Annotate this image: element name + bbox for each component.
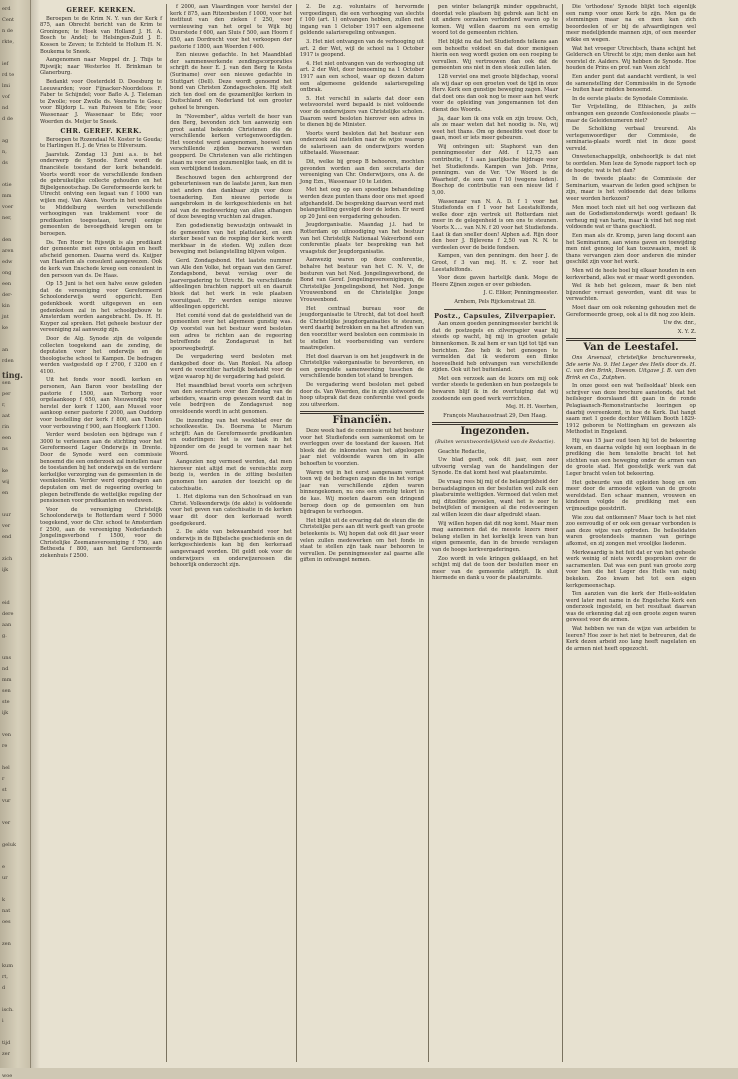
section-rule: [300, 411, 424, 414]
signature-initials: X. Y. Z.: [677, 328, 696, 335]
margin-fragment: g.: [2, 633, 7, 639]
column-divider: [428, 4, 429, 1062]
margin-fragment: wij: [2, 479, 10, 485]
heading-ingezonden: Ingezonden.: [460, 426, 530, 438]
paragraph: Beroepen te de Krim N. Y. van der Kerk f 875, aan Obrecht bericht van de Krim te Groningen; te Hoek van Holland J. H. A. Bosch te Andel; te Helsingen-Zuid J. E. Kossen te Zeven; te Echteld te Hollum H. N. Boukema te Sneek.: [40, 15, 162, 55]
paragraph: Wij ontvingen uit: Staphorst van den penningmeester der Afd. f 12,75 aan contributie, f 1 aan jaarlijksche bijdrage voor het Studiefonds. Kampen van Job. Prins, penningm. van de Ver. 'Uw Woord is de Waarheid', de som van f 10 (wegens leden). Boschop de contributie van een nieuw lid f 5,00.: [432, 143, 558, 197]
margin-fragment: hel: [2, 765, 10, 771]
paragraph: Ten aanzien van die kerk der Heils-soldaten werd later met name in de Engelsche Kerk een onderzoek ingesteld, en het resultaat daarvan was de erkenning dat zij een groote zegen waren geweest voor de armen.: [566, 591, 696, 624]
paragraph: Wie zou dat ontkennen? Maar toch is het niet zoo eenvoudig of er ook een gevaar verbonden is aan deze wijze van optreden. De heilsoldaten waren grootendeels mannen van geringe afkomst, en zij zongen met vroolijke liederen.: [566, 514, 696, 547]
margin-fragment: vur: [2, 798, 11, 804]
salutation: Geachte Redactie,: [438, 448, 487, 455]
paragraph: Voorts werd besloten dat het bestuur een onderzoek zal instellen naar de wijze waarop de salarissen aan de onderwijzers worden uitbetaald. Wassenaar.: [300, 130, 424, 157]
paragraph: Aangenomen naar Meppel dr. J. Thijs te Rijswijk; naar Westerlee H. Brinkman te Glanerburg.: [40, 57, 162, 77]
paragraph: Aan onzen goeden penningmeester bericht ik dat de postzegels en zilverpapier waar hij steeds op wacht, bij mij in grooten getale binnenkomen. Ik zal hem er van tijd tot tijd van berichten. Zoo heb ik het genoegen te vermelden dat ik wederom een flinke hoeveelheid heb ontvangen van verschillende zijden. Ook uit het buitenland.: [432, 321, 558, 374]
margin-fragment: r: [2, 776, 5, 782]
margin-heading-fragment: ting.: [2, 370, 23, 380]
margin-fragment: i: [2, 1018, 4, 1024]
margin-fragment: end: [2, 534, 12, 540]
paragraph: 128 verviel ons met groote blijdschap, vooral als wij daar op een groeten voet de tijd in onze Herv. Kerk een gunstige beweging zagen. Maar dat doet ons dan ook nog te meer aan het werk voor de opleiding van jongemannen tot den dienst des Woords.: [432, 73, 558, 113]
paragraph: Zoo wordt in vele kringen geklaagd, en het schijnt mij dat de toon der besluiten meer en meer van de gemeente afdrijft. Ik sluit hiermede en dank u voor de plaatsruimte.: [432, 555, 558, 582]
margin-fragment: ver: [2, 523, 11, 529]
margin-fragment: rd te: [2, 72, 15, 78]
paragraph: In "November", aldus vertelt de heer van den Berg, bevonden zich ten aanwezig een groot aantal bekende Christenen die de verschillende kerken vertegenwoordigden. Het voorstel werd aangenomen, hoewel van verschillende zijden bezwaren werden geopperd. De Christenen van alle richtingen staan nu voor een gezamenlijke taak, en dit is een verblijdend teeken.: [170, 113, 292, 173]
margin-fragment: aat: [2, 413, 10, 419]
paragraph: Moet daar om ook rekening gehouden met de Gereformeerde groep, ook al is dit nog zoo klein.: [566, 304, 696, 318]
margin-fragment: otie: [2, 182, 12, 188]
paragraph: Dit, welke bij groep B behooren, mochten gevonden worden aan den secretaris der vereeniging van Chr. Onderwijzers, ons A. de Jong Ezn., Wassenaar 10 te Leiden.: [300, 159, 424, 185]
paragraph: Aangezien nog vermoed werden, dat men hierover niet altijd met de vereischte zorg bezig is, werden in de zitting besluiten genomen ten aanzien der toezicht op de catechisatie.: [170, 459, 292, 492]
paragraph: Het blijkt nu dat het Studiefonds telkens aan een behoefte voldoet en dat door menigeen hierin een weg wordt gezien om een roeping te vervullen. Wij vertrouwen dan ook dat de gemeenten ons niet in den steek zullen laten.: [432, 38, 558, 72]
paragraph: De vergadering werd besloten met gebed door ds. Van Woerden, die in zijn slotwoord de hoop uitsprak dat deze conferentie veel goeds zou uitwerken.: [300, 382, 424, 408]
margin-fragment: eid: [2, 600, 10, 606]
paragraph: De vraag rees bij mij of de belangrijkheid der beraadslagingen en der besluiten wel zulk een plaatsruimte wettigden. Vermoed dat velen met mij ditzelfde gevoelen, want het is zeer te betwijfelen of menigeen al die redevoeringen zal willen lezen die daar afgedrukt staan.: [432, 479, 558, 518]
paragraph: Ds. Ten Hoor te Rijswijk is als predikant der gemeente met eere ontslagen en heeft afscheid genomen. Daarna werd ds. Kuijper van Haarlem als consulent aangewezen. Ook de kerk van Enschede kreeg een consulent in den persoon van ds. De Haas.: [40, 239, 162, 279]
margin-fragment: vof: [2, 94, 10, 100]
margin-fragment: re: [2, 743, 8, 749]
margin-fragment: isch.: [2, 1007, 14, 1013]
margin-fragment: den: [2, 237, 12, 243]
margin-fragment: ief: [2, 61, 9, 67]
paragraph: De Scholiking verbaal treurend. Als vertegenwoordiger der Commissie, de seminaria-plaats wordt niet in deze geest vervuld.: [566, 126, 696, 152]
margin-fragment: an: [2, 347, 9, 353]
margin-fragment: e: [2, 864, 5, 870]
treasurer-address: Arnhem, Pels Rijckenstraat 28.: [454, 298, 536, 305]
margin-fragment: mm: [2, 677, 12, 683]
paragraph: Wel ik heb het gelezen, maar ik ben niet bijzonder verrast geworden, want dit was te verwachten.: [566, 283, 696, 303]
column-divider: [562, 4, 563, 1062]
margin-fragment: rden: [2, 358, 14, 364]
paragraph: Jeugdorganisatie. Maandag j.l. had te Rotterdam op uitnoodiging van het bestuur van het Christelijk Nationaal Vakverbond een conferentie plaats ter bespreking van het vraagstuk der Jeugdorganisatie.: [300, 222, 424, 255]
paragraph: Uw blad geeft, ook dit jaar, een zeer uitvoerig verslag van de handelingen der Synode. En dat komt heel wat plaatsruimte.: [432, 457, 558, 477]
column-1: [40, 4, 162, 1060]
section-rule: [432, 422, 558, 425]
paragraph: Een godsdienstig bewustzijn ontwaakt in de gemeenten van het platteland, en een sterker besef van de roeping der kerk wordt merkbaar in de steden. Wij zullen deze beweging met belangstelling blijven volgen.: [170, 223, 292, 256]
margin-fragment: ste: [2, 699, 10, 705]
margin-fragment: en: [2, 490, 9, 496]
paragraph: Waren wij in het eerst aangenaam verrast toen wij de bedragen zagen die in het vorige jaar van verschillende zijden waren binnengekomen, nu ons een ernstig tekort in de kas. Wij moeten daarom een dringend beroep doen op de gemeenten om hun bijdragen te verhoogen.: [300, 469, 424, 516]
paragraph: In onze geest een wat 'heilsoldaat' bleek een schrijver van deze brochure aanstonds, dat het heilsleger doorslaand dit gaan in de ronde Pelagiaansch-Remonstrantsche leeringen op daarbij overeenkomt, in hoe de Kerk. Dat hangt saam met 1 goede dochter William Booth 1829-1912 geboren te Nottingham en gewezen als Methodist in Engeland.: [566, 383, 696, 436]
margin-fragment: d: [2, 985, 6, 991]
margin-fragment: kin: [2, 303, 10, 309]
paragraph: Ja, daar ken ik ons volk en zijn trouw. Och, als ze maar weten dat het noodig is. Nu, wij weet het thans. Om op deneelfde voet door te gaan, moet er iets meer gebeuren.: [432, 115, 558, 142]
margin-fragment: der-: [2, 292, 13, 298]
paragraph: Door de Alg. Synode zijn de volgende collecten toegekend aan de zending, de deputaten voor het onderwijs en de theologische school te Kampen. De bedragen werden vastgesteld op f 2700, f 3200 en f 4100.: [40, 335, 162, 375]
margin-fragment: voer: [2, 204, 14, 210]
paragraph: Op 15 Juni is het een halve eeuw geleden dat de vereeniging voor Gereformeerd Schoolonderwijs werd opgericht. Een gedenkboek wordt uitgegeven en een gedenksteen zal in het schoolgebouw te Amsterdam worden aangebracht. Ds. H. H. Kuyper zal spreken. Het geheele bestuur der vereeniging zal aanwezig zijn.: [40, 281, 162, 334]
paragraph: 5. Het verschil in salaris dat door een wetsvoorstel werd bepaald is niet voldoende voor de onderwijzers van Christelijke scholen. Daarom werd besloten hierover een adres in te dienen bij de Minister.: [300, 95, 424, 129]
paragraph: Een nieuwe gedachte. In het Maandblad der sammenwerkende zendingscorporaties schrijft de heer E. J. van den Berg te Kesta (Suriname) over een nieuwe gedachte in Stuttgart (Dell). Deze wordt genoemd het bond van Christen Zondagsscholen. Hij stelt zich ten doel om de gezamenlijke kerken in Duitschland en Nederland tot een grooter geheel te brengen.: [170, 52, 292, 111]
paragraph: 1. Het diploma van den Schoolraad en van Christ. Volksonderwijs (de akte) is voldoende voor het geven van catechisatie in de kerken waar dit door den kerkeraad wordt goedgekeurd.: [170, 494, 292, 527]
signature-closing: Uw dw. dnr.,: [663, 320, 696, 327]
section-rule: [444, 309, 546, 310]
paragraph: Het blijkt uit de ervaring dat de steun die de Christelijke pers aan dit werk geeft van groote beteekenis is. Wij hopen dat ook dit jaar weer velen zullen medewerken om het fonds in staat te stellen zijn taak naar behooren te vervullen. De penningmeester zal gaarne alle giften in ontvangst nemen.: [300, 517, 424, 564]
margin-fragment: ur: [2, 875, 8, 881]
paragraph: Een man als dr. Kromp, jaren lang docent aan het Seminarium, aan wiens gaven en toewijding men niet genoeg lof kan toezwaaien, moet ik thans vervangen zien door anderen die minder geschikt zijn voor het werk.: [566, 233, 696, 266]
margin-fragment: lmi: [2, 83, 10, 89]
margin-fragment: nat: [2, 908, 11, 914]
margin-fragment: jnt: [2, 314, 9, 320]
margin-fragment: per: [2, 391, 11, 397]
paragraph: Hij was 15 jaar oud toen hij tot de bekeering kwam, en daarna volgde hij een loopbaan in de prediking die hem tenslotte bracht tot het stichten van een beweging onder de armen van de groote stad. Het geestelijk werk van dat Leger bracht velen tot bekeering.: [566, 438, 696, 477]
margin-fragment: r,: [2, 402, 6, 408]
column-4: [432, 4, 558, 1060]
column-divider: [296, 4, 297, 1062]
paragraph: Men moet toch niet uit het oog verliezen dat aan de Godsdienstonderwijs wordt gedaan! Ik verheug mij van harte, maar ik vind het nog niet voldoende wat er thans geschiedt.: [566, 204, 696, 231]
margin-fragment: een: [2, 281, 12, 287]
paragraph: Ter Vrijstelling, de Ethischen, ja zelfs ontvangen een gezonde Confessioneele plaats — maar de Geleidenumeren niet?: [566, 104, 696, 124]
column-5: [566, 4, 696, 1060]
margin-fragment: nd: [2, 666, 9, 672]
previous-page-margin: [0, 0, 31, 1079]
paragraph: Het comité vond dat de gesteldheid van de gemeenten over het algemeen gunstig was. Op voorstel van het bestuur werd besloten een adres te richten aan de regeering betreffende de Zondagsrust in het spoorwegbedrijf.: [170, 312, 292, 352]
margin-fragment: erd: [2, 6, 11, 12]
paragraph: In de tweede plaats: de Commissie der Seminarium, waarvan de leden goed schijnen te zijn, maar is het voldoende dat deze telkens weer worden herkozen?: [566, 176, 696, 203]
margin-fragment: d de: [2, 116, 13, 122]
heading-geref-kerken: GEREF. KERKEN.: [66, 6, 136, 14]
margin-fragment: dere: [2, 611, 14, 617]
margin-fragment: ver: [2, 820, 11, 826]
margin-fragment: een: [2, 435, 12, 441]
paragraph: Wat het vroeger Utrechtsch, thans schijnt het Geldersch en Utrecht te zijn; men denke aan het voorstel dr. Aalders. Wij hebben de Synode. Hoe houden de Prins en prof. van Veen zich!: [566, 45, 696, 72]
margin-fragment: ke: [2, 325, 8, 331]
signature-treasurer: J. C. Eliker, Penningmeester.: [483, 290, 558, 297]
heading-chr-geref-kerk: CHR. GEREF. KERK.: [60, 127, 142, 136]
signature-address: François Mauhausstraat 29, Den Haag.: [443, 412, 547, 419]
margin-fragment: rkte,: [2, 39, 14, 45]
paragraph: Beschouwd tegen den achtergrond der gebeurtenissen van de laatste jaren, kan men niet anders dan dankbaar zijn voor deze toenadering. Een nieuwe periode is aangebroken in de kerkgeschiedenis en het zal van de medewerking van allen afhangen of deze beweging vruchten zal dragen.: [170, 174, 292, 221]
margin-fragment: zich: [2, 556, 13, 562]
margin-fragment: uns: [2, 655, 12, 661]
margin-fragment: ven: [2, 732, 12, 738]
heading-financien: Financiën.: [332, 415, 392, 427]
margin-fragment: woe: [2, 1073, 13, 1079]
paragraph: Onwetenschappelijk, onbehoorlijk is dat niet te oordelen. Men leze de Synode rapport toch op de hoogte; wat is het dan?: [566, 154, 696, 174]
column-divider: [166, 4, 167, 1062]
paragraph: Een ander punt dat aandacht verdient, is wel de samenstelling der Commissiën in de Synode — buiten haar midden benoemd.: [566, 73, 696, 94]
paragraph: Beroepen te Rozendaal M. Koster te Gouda; te Harlingen H. J. de Vries te Hilversum.: [40, 136, 162, 150]
margin-fragment: sen: [2, 688, 11, 694]
paragraph: Jaarstuk. Zondag 13 Juni a.s. is het onderwerp de Synode. Eerst wordt de financiëele toestand der kerk behandeld. Voorts wordt voor de verschillende fondsen de gebruikelijke collecte gehouden en het Bijbelgenootschap. De Gereformeerde kerk te Utrecht ontving een legaat van f 1000 van wijlen mej. Van Aken. Voorts in het weeshuis te Middelburg werden verschillende verhoogingen van traktement voor de predikanten toegestaan, terwijl eenige gemeenten de bevoegdheid kregen om te beroepen.: [40, 151, 162, 237]
paragraph: De inzending van het weekblad over de schoolkwestie. Ds. Boersma te Marum schrijft: Aan de Gereformeerde predikanten en ouderlingen: het is uw taak in het bijzonder om de jeugd te vormen naar het Woord.: [170, 417, 292, 457]
paragraph: 3. Het niet ontvangen van de verhooging uit art. 2 der Wet, wijl de school na 1 October 1917 is geopend.: [300, 38, 424, 59]
margin-fragment: mm: [2, 193, 12, 199]
subheading-disclaimer: (Buiten verantwoordelijkheid van de Redactie).: [435, 439, 555, 446]
paragraph: 4. Het niet ontvangen van de verhooging uit art. 2 der Wet, door benoeming na 1 October 1917 aan een school, waar op dezen datum een algemeene geldende salarisregeling ontbrak.: [300, 60, 424, 94]
signature: Mej. H. H. Veerhen,: [505, 404, 558, 411]
paragraph: Wat hebben we van de wijze van arbeiden te leeren? Hoe zeer is het niet te betreuren, dat de Kerk dezen arbeid zoo lang heeft nagelaten en de armen niet heeft opgezocht.: [566, 626, 696, 652]
paragraph: Men wil de heele boel bij elkaar houden in een kerkverband, alles wat er maar wordt gevonden.: [566, 267, 696, 281]
column-3: [300, 4, 424, 1060]
column-2: [170, 4, 292, 1060]
heading-postzegels: Postz., Capsules, Zilverpapier.: [434, 311, 556, 320]
margin-fragment: geluk: [2, 842, 17, 848]
paragraph: Merkwaardig is het feit dat er van het geheele werk weinig of niets wordt gesproken over de sacramenten. Dat was een punt van groote zorg voor hen die het Leger des Heils van nabij bekeken. Zoo kwam het tot een eigen kerkgemeenschap.: [566, 549, 696, 589]
paragraph: Het doel daarvan is om het jeugdwerk in de Christelijke vakorganisatie te bevorderen, en een geregelde samenwerking tusschen de verschillende bonden tot stand te brengen.: [300, 353, 424, 380]
paragraph: 2. De z.g. voluntairs of hervormde vergoedingen, die een verhooging van slechts f 100 (art. 1) ontvangen hebben, zullen met ingang van 1 October 1917 een algemeene geldende salarisregeling ontvangen.: [300, 4, 424, 37]
paragraph: 2. De akte van bekwaamheid voor het onderwijs in de Bijbelsche geschiedenis en de kerkgeschiedenis kan bij den kerkeraad aangevraagd worden. Dit geldt ook voor de onderwijzers en onderwijzeressen die behoorlijk onderzocht zijn.: [170, 529, 292, 569]
paragraph: De vergadering werd besloten met dankgebed door ds. Van Ronkel. Na afloop werd de voorzitter hartelijk bedankt voor de wijze waarop hij de vergadering had geleid.: [170, 354, 292, 381]
margin-fragment: ner,: [2, 215, 12, 221]
paragraph: Voor de vereeniging Christelijk Schoolonderwijs te Rotterdam werd f 5000 toegekend, voor de Chr. school te Amsterdam f 2500, aan de vereeniging Nederlandsch Jongelingsverbond f 1500, voor de Christelijke Zeemansvereeniging f 750, aan Bethesda f 800, aan het Gereformeerde ziekenhuis f 2500.: [40, 506, 162, 559]
paragraph: Uit het fonds voor noodl. kerken en personen, Aan Baron voor bestelling der pastorie f 1500, aan Terborg voor orgelaankoop f 650, aan Nieuwendijk voor herstel der kerk f 1200, aan Mussel voor aankoop eener pastorie f 2000, aan Ouddorp voor bestelling der kerk f 800, aan Tholen voor verbouwing f 900, aan Hoogkerk f 1300.: [40, 377, 162, 430]
margin-fragment: st: [2, 787, 7, 793]
margin-fragment: edw: [2, 259, 13, 265]
margin-fragment: nd: [2, 105, 9, 111]
paragraph: Met het oog op een spoedige behandeling werden deze punten thans door ons met spoed afgehandeld. De bespreking daarvan werd met belangstelling gevolgd door de leden. Er werd op 20 Juni een vergadering gehouden.: [300, 187, 424, 220]
margin-fragment: ke: [2, 468, 8, 474]
margin-fragment: aren: [2, 248, 14, 254]
margin-fragment: n de: [2, 28, 13, 34]
margin-fragment: ds: [2, 160, 8, 166]
paragraph: Gerd. Zondagsbond. Het laatste nummer van Alle den Volke, het orgaan van den Geref. Zondagsbond, bevat verslag over de jaarvergadering te Utrecht. De verschillende afdeelingen brachten rapport uit en daaruit bleek dat het werk in vele plaatsen vooruitgaat. Er werden eenige nieuwe afdeelingen opgericht.: [170, 257, 292, 311]
margin-fragment: tijd: [2, 1040, 11, 1046]
margin-fragment: Cent: [2, 17, 15, 23]
paragraph: pen winter belangrijk minder opgebracht, doordat vele plaatsen bij gebrek aan licht en uit andere oorzaken verhinderd waren op te komen. Wij willen daarom nu een ernstig woord tot de gemeenten richten.: [432, 4, 558, 37]
margin-fragment: zen: [2, 941, 11, 947]
margin-fragment: n,: [2, 149, 7, 155]
paragraph: Verder werd besloten een bijdrage van f 3000 te verleenen aan de stichting voor het Gereformeerd Lager Onderwijs in Drente. Door de Synode werd een commissie benoemd die een onderzoek zal instellen naar de toestanden bij het onderwijs en de verdere kerkelijke verzorging van de gemeenten in de veenkoloniën. Verder werd opgedragen aan deputaten om met de regeering overleg te plegen betreffende de wettelijke regeling der pensioenen voor predikanten en weduwen.: [40, 432, 162, 505]
margin-fragment: ijk: [2, 710, 9, 716]
margin-fragment: kum: [2, 963, 13, 969]
paragraph: Met een verzoek aan de lezers om mij ook verder steeds te gedenken en hun postzegels te bewaren blijf ik in de overtuiging dat wij zoodoende een goed werk verrichten.: [432, 375, 558, 402]
margin-fragment: ag: [2, 138, 9, 144]
page-fold-shadow: [30, 0, 40, 1068]
margin-fragment: ns: [2, 446, 8, 452]
section-rule: [566, 338, 696, 341]
margin-fragment: k: [2, 897, 6, 903]
paragraph: Het gebeurde van dit opleiden hoog en om meer door de armoede wijken van de groote wereldstad. Een schaar mannen, vrouwen en kinderen volgde de prediking met een vrijmoedige geestdrift.: [566, 479, 696, 512]
paragraph: Bedankt voor Oosterdeld D. Doesburg te Leeuwarden; voor Fijnacker-Noordeloos F. Faber te Schijndel; voor Baflo A. J. Tieleman te Zwolle; voor Zwolle ds. Veenstra te Goes; voor Blijdorp L. van Ruiveen te Ede; voor Wassenaar J. Wassenaar te Ede; voor Woerden ds. Meijer te Sneek.: [40, 78, 162, 125]
paragraph: Het maandblad bevat voorts een schrijven van den secretaris over den Zondag van de arbeiders, waarin erop gewezen wordt dat in vele bedrijven de Zondagsrust nog onvoldoende wordt in acht genomen.: [170, 382, 292, 416]
margin-fragment: rt,: [2, 974, 8, 980]
paragraph: Wassenaar van N. A. D. f 1 voor het Studiefonds en f 1 voor het Leestafelfonds, welke door zijn vertrek uit Rotterdam niet meer in de gelegenheid is om ons te steunen. Voorts X..... van N.N. f 20 voor het Studiefonds. Laat ik dan sneller doen! Alphen a.d. Rijn door den heer J. Bijlevens f 2,50 van N. N. te verdeelen over de beide fondsen.: [432, 198, 558, 251]
paragraph: f 2000, aan Vlaardingen voor herstel der kerk f 875, aan Ritzenbesten f 1000, voor het instituut van den zieken f 250, voor vernieuwing van het orgel te Wijk bij Duurstede f 600, aan Sluis f 500, aan Hoorn f 650, aan Dordrecht voor het verkoopen der pastorie f 1800, aan Woerden f 400.: [170, 4, 292, 50]
paragraph: Die 'orthodoxe' Synode blijkt toch eigenlijk een ramp voor onze Kerk te zijn. Men ga de stemmingen maar na en men kan zich beoordeelen of er bij de afvaardigingen wel meer medelijdende mannen zijn, of een meerder wikke en wegen.: [566, 4, 696, 43]
margin-fragment: oes: [2, 919, 11, 925]
margin-fragment: uur: [2, 512, 11, 518]
margin-fragment: sen: [2, 380, 11, 386]
book-reference: Ons Arsenaal, christelijke brochurenreeks, 5de serie No. 9. Het Leger des Heils door ds. H. C. van den Brink, Doeson. Uitgave J. B. van den Brink en Co., Zutphen.: [566, 354, 696, 381]
paragraph: Deze week had de commissie uit het bestuur voor het Studiefonds een samenkomst om te overleggen over de toestand der kassen. Het bleek dat de inkomsten van het afgeloopen jaar niet voldoende waren om in alle behoeften te voorzien.: [300, 428, 424, 467]
paragraph: Kampen, van den penningm. den heer J. de Groot, f 3 van mej. H. v. Z. voor het Leestafelfonds.: [432, 253, 558, 273]
paragraph: Het centraal bureau voor de jeugdorganisatie te Utrecht, dat tot doel heeft de Christelijke jeugdorganisaties te steunen, werd daarbij betrokken en na het aftreden van den voorzitter werd besloten een commissie in te stellen tot voorbereiding van verdere maatregelen.: [300, 305, 424, 352]
margin-fragment: zer: [2, 1051, 10, 1057]
margin-fragment: ijk: [2, 567, 9, 573]
paragraph: Aanwezig waren op deze conferentie, behalve het bestuur van het C. N. V., de besturen van het Ned. Jongelingsverbond, de Bond van Geref. Jongelingsvereenigingen, de Christelijke Jongelingsbond, het Ned. Jonge Vrouwenbond en de Christelijke Jonge Vrouwenbond.: [300, 257, 424, 303]
heading-van-de-leestafel: Van de Leestafel.: [583, 342, 679, 354]
paragraph: Voor deze gaven hartelijk dank. Moge de Heere Zijnen zegen er over gebieden.: [432, 275, 558, 288]
margin-fragment: ong: [2, 270, 12, 276]
paragraph: Wij willen hopen dat dit nog komt. Maar men mag aannemen dat de meeste lezers meer belang stellen in het kerkelijk leven van hun eigen gemeente, dan in de breede verslagen van de hooge kerkvergaderingen.: [432, 520, 558, 553]
paragraph: In de eerste plaats: de Synodale Commissie.: [572, 95, 689, 102]
margin-fragment: rin: [2, 424, 10, 430]
margin-fragment: aan: [2, 622, 12, 628]
